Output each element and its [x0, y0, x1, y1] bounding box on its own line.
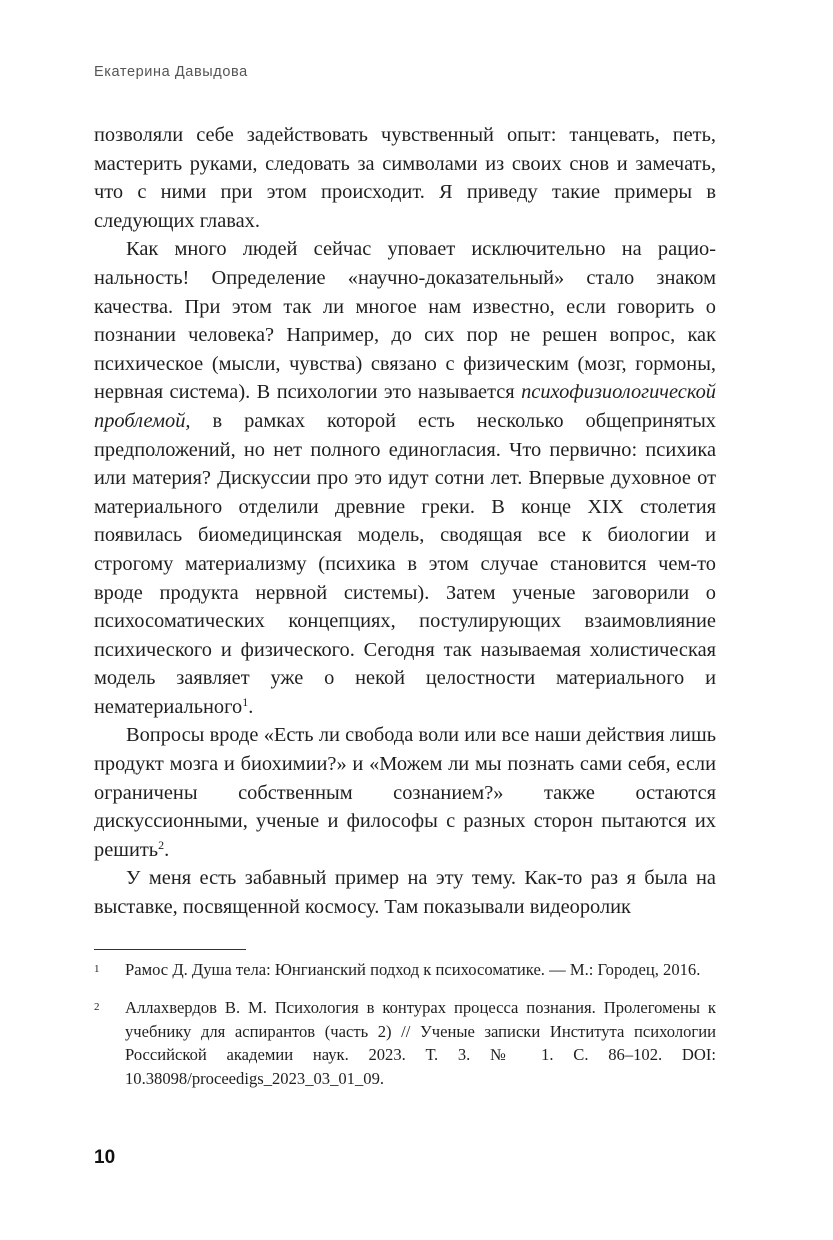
paragraph-3-end: . [164, 838, 170, 861]
body-text [94, 121, 716, 922]
footnote-number: 1 [94, 963, 100, 975]
footnote-2 [94, 996, 716, 1091]
footnote-1 [94, 958, 716, 982]
paragraph-4-text: У меня есть забавный пример на эту тему. Как-то раз я была на выставке, посвященной космосу. Там показывали видеоролик [94, 867, 716, 919]
paragraph-3-text: Вопросы вроде «Есть ли свобода воли или все наши действия лишь продукт мозга и биохимии?» и «Можем ли мы познать сами себя, если ограничены собственным сознанием?» также остаются дискуссионными, ученые и философы с разных сторон пытаются их решить [94, 724, 716, 861]
running-head: Екатерина Давыдова [94, 64, 248, 80]
paragraph-3 [94, 721, 716, 864]
paragraph-2-end: . [248, 695, 254, 718]
footnote-text: Рамос Д. Душа тела: Юнгианский подход к психосоматике. — М.: Городец, 2016. [125, 960, 701, 979]
footnote-ref-2[interactable]: 2 [158, 837, 165, 852]
footnote-divider [94, 949, 246, 950]
page-number: 10 [94, 1147, 116, 1168]
italic-term: психофизиологической проблемой, [94, 381, 716, 432]
paragraph-2-text-rest: в рамках которой есть несколько общепринятых предположений, но нет полного единогласия. Что первично: психика или материя? Дискуссии про это идут сотни лет. Впервые духовное от материального отделили древние греки. В конце XIX столетия появилась биомедицинская модель, сводящая все к биологии и строгому материализму (психика в этом случае становится чем-то вроде продукта нервной системы). Затем ученые заговорили о психосоматических концепциях, постулирующих взаимовлияние психического и физического. Сегодня так называемая холистическая модель заявляет уже о некой целостности материального и нематериального [94, 409, 716, 718]
paragraph-1 [94, 121, 716, 235]
paragraph-2-text-start: Как много людей сейчас уповает исключительно на рациональность! Определение «научно-доказательный» стало знаком качества. При этом так ли многое нам известно, если говорить о познании человека? Например, до сих пор не решен вопрос, как психическое (мысли, чувства) связано с физическим (мозг, гормоны, нервная система). В психологии это называется [94, 238, 716, 404]
paragraph-1-text: позволяли себе задействовать чувственный опыт: танцевать, петь, мастерить руками, следовать за символами из своих снов и замечать, что с ними при этом происходит. Я приведу такие примеры в следующих главах. [94, 124, 716, 232]
paragraph-4 [94, 864, 716, 921]
footnote-number: 2 [94, 1000, 100, 1013]
footnote-text: Аллахвердов В. М. Психология в контурах процесса познания. Пролегомены к учебнику для аспирантов (часть 2) // Ученые записки Института психологии Российской академии наук. 2023. Т. 3. № 1. С. 86–102. DOI: 10.38098/proceedigs_2023_03_01_09. [125, 997, 716, 1089]
footnote-ref-1[interactable]: 1 [242, 694, 249, 709]
paragraph-2 [94, 235, 716, 721]
footnotes [94, 958, 716, 1105]
